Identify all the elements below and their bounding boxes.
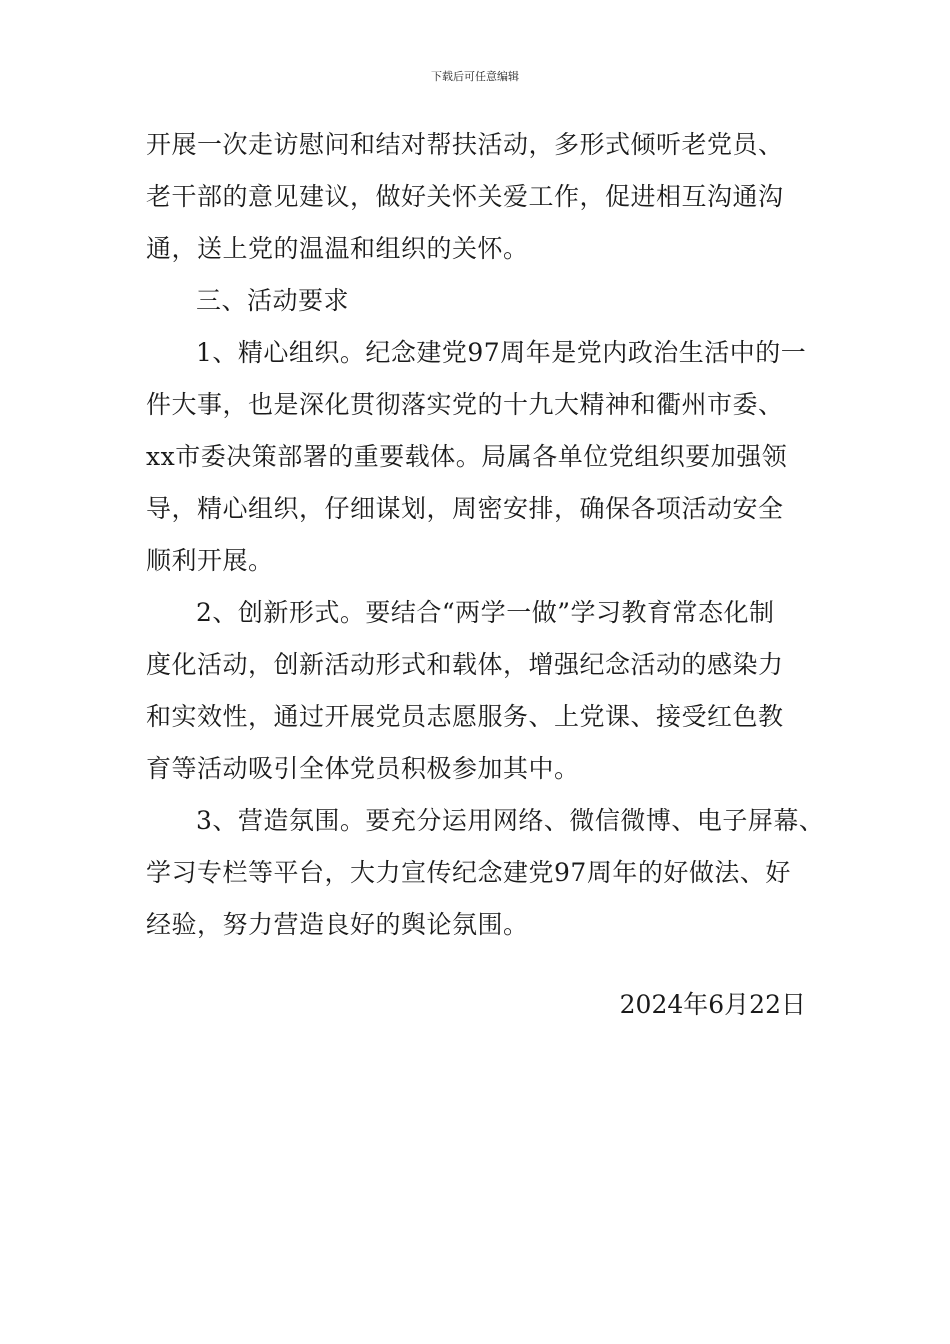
document-body [146,125,825,957]
body-line: 顺利开展。 [146,546,274,575]
body-line: 经验，努力营造良好的舆论氛围。 [146,910,529,939]
page-header-note: 下载后可任意编辑 [431,70,519,83]
body-line: 通，送上党的温温和组织的关怀。 [146,234,529,263]
section-heading: 三、活动要求 [196,286,350,315]
body-line: 3、营造氛围。要充分运用网络、微信微博、电子屏幕、 [196,806,825,835]
body-line: 和实效性，通过开展党员志愿服务、上党课、接受红色教 [146,702,784,731]
body-line: 老干部的意见建议，做好关怀关爱工作，促进相互沟通沟 [146,182,784,211]
body-line: 育等活动吸引全体党员积极参加其中。 [146,754,580,783]
body-line: 件大事，也是深化贯彻落实党的十九大精神和衢州市委、 [146,390,784,419]
body-line: 导，精心组织，仔细谋划，周密安排，确保各项活动安全 [146,494,784,523]
body-line: 2、创新形式。要结合“两学一做”学习教育常态化制 [196,598,775,627]
body-line: 度化活动，创新活动形式和载体，增强纪念活动的感染力 [146,650,784,679]
body-line: xx市委决策部署的重要载体。局属各单位党组织要加强领 [146,442,788,471]
body-line: 1、精心组织。纪念建党97周年是党内政治生活中的一 [196,338,807,367]
body-line: 学习专栏等平台，大力宣传纪念建党97周年的好做法、好 [146,858,791,887]
body-line: 开展一次走访慰问和结对帮扶活动，多形式倾听老党员、 [146,130,784,159]
document-date: 2024年6月22日 [619,990,806,1019]
